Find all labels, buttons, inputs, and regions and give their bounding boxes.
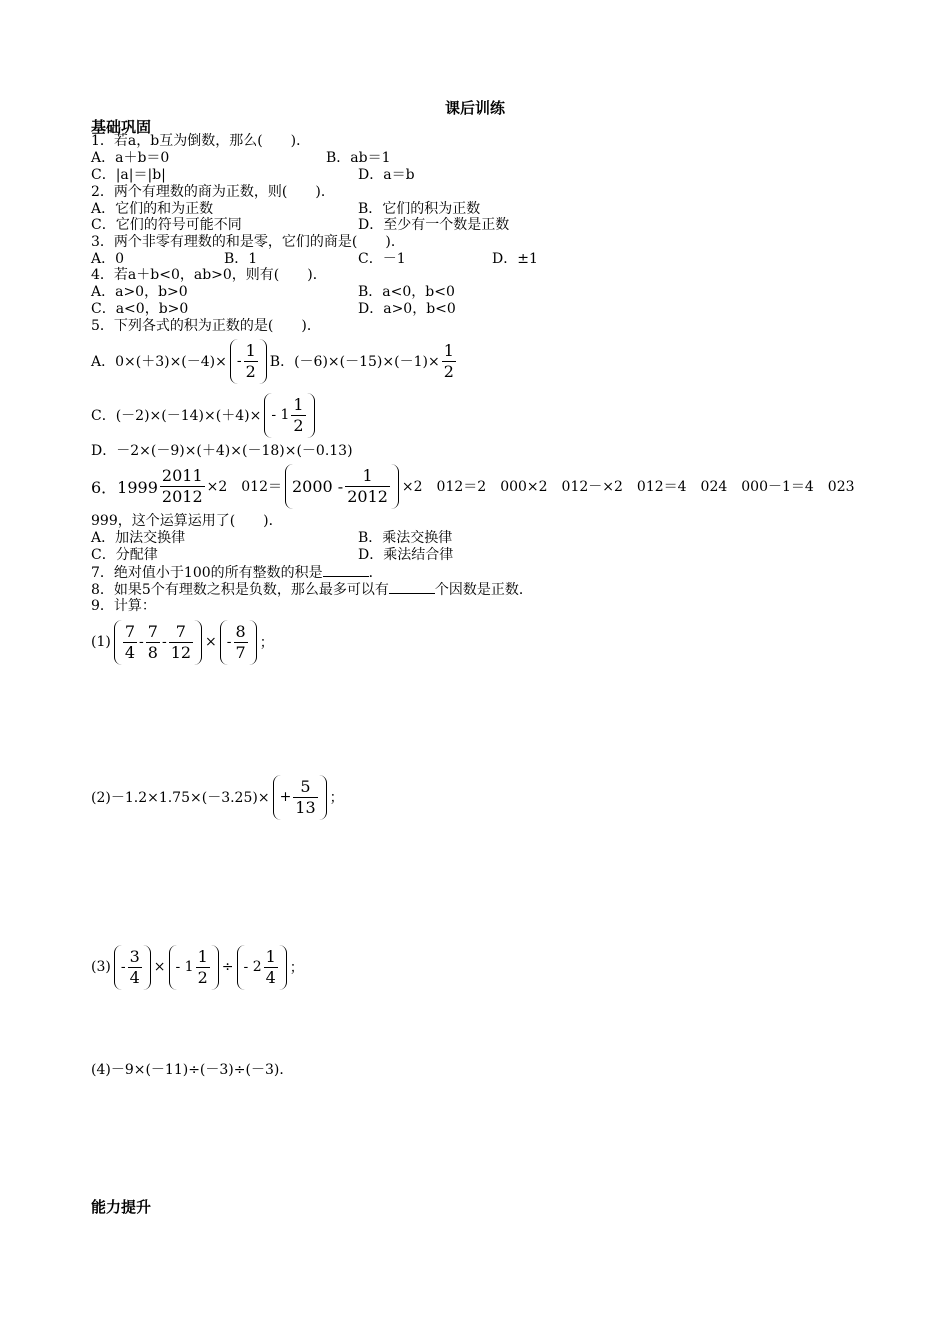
fraction-numerator: 7 [175,621,186,641]
mixed-number-whole: - 1 [175,959,194,975]
fraction-numerator: 1 [443,340,454,360]
q4-option-b: B．a<0，b<0 [358,284,455,300]
q7-answer-blank[interactable] [323,564,369,577]
q1-option-d: D．a＝b [358,167,415,183]
fraction-denominator: 2 [443,361,454,381]
q6-option-a: A．加法交换律 [91,530,186,546]
q6-fraction-2 [345,466,390,507]
q5-option-a-expr: A．0×(＋3)×(－4)× [91,354,227,370]
fraction-numerator: 8 [235,621,246,641]
q5-option-c-sign: - 1 [271,407,290,423]
q4-option-a: A．a>0，b>0 [91,284,188,300]
q9-3-fraction-b [196,947,210,988]
q9-3-fraction-c [264,947,278,988]
times-sign: × [153,959,166,975]
q5-option-d: D．－2×(－9)×(＋4)×(－18)×(－0.13) [91,443,353,459]
q8-answer-blank[interactable] [389,581,435,594]
q3-option-c: C．－1 [358,251,406,267]
q5-option-a-fraction [244,341,258,382]
fraction-numerator: 1 [293,394,304,414]
q9-3-paren-a [114,945,151,990]
section-advanced-heading: 能力提升 [91,1198,152,1216]
q5-option-a-sign: - [236,353,242,369]
q4-stem: 4．若a＋b<0，ab>0，则有( )． [91,267,327,283]
fraction-denominator: 2012 [161,486,203,506]
q9-2-paren [273,775,327,820]
q1-option-b: B．ab＝1 [326,150,391,166]
q7-end: ． [368,565,383,581]
q5-option-c-expr: C．(－2)×(－14)×(＋4)× [91,408,262,424]
fraction-numerator: 1 [265,946,276,966]
q5-option-b-expr: B．(－6)×(－15)×(－1)× [269,354,440,370]
q5-options-ab [91,338,458,384]
q9-2-label: (2)－1.2×1.75×(－3.25)× [91,790,270,806]
fraction-denominator: 4 [129,967,140,987]
fraction-denominator: 13 [295,797,316,817]
page-title: 课后训练 [444,99,505,117]
fraction-denominator: 7 [235,642,246,662]
q9-3-fraction-a [128,947,142,988]
q7-line [91,564,383,581]
q6-prefix: 6．1999 [91,477,158,497]
fraction-denominator: 12 [170,642,192,662]
mixed-number-whole: - 2 [243,959,262,975]
q5-option-c-fraction [291,395,305,436]
q6-option-b: B．乘法交换律 [358,530,453,546]
q9-stem: 9．计算： [91,598,156,614]
q9-1-label: (1) [91,634,111,650]
minus-sign: - [120,959,126,975]
q6-option-c: C．分配律 [91,547,158,563]
q3-option-d: D．±1 [492,251,538,267]
q8-line [91,581,533,598]
q6-continuation: 999，这个运算运用了( )． [91,513,283,529]
q9-1-paren-a [114,620,202,665]
fraction-numerator: 5 [300,776,311,796]
section-basic-heading: 基础巩固 [91,118,152,136]
minus-sign: - [161,634,167,650]
fraction-denominator: 2 [197,967,208,987]
q6-paren [285,464,399,509]
fraction-numerator: 7 [147,621,158,641]
q9-1-fraction-d [234,622,248,663]
q6-fraction-1 [160,466,205,507]
q9-1-paren-b [220,620,257,665]
q8-suffix: 个因数是正数． [434,582,533,598]
q6-rest: ×2 012＝2 000×2 012－×2 012＝4 024 000－1＝4 023 [401,479,855,495]
fraction-denominator: 2 [293,415,304,435]
q9-part-3 [91,943,304,991]
divide-sign: ÷ [221,959,234,975]
plus-sign: + [279,789,292,805]
fraction-denominator: 4 [124,642,136,662]
q3-option-a: A．0 [91,251,125,267]
times-sign: × [205,634,217,650]
fraction-denominator: 4 [265,967,276,987]
q6-expression [91,463,855,509]
q5-option-b-fraction [442,341,456,382]
q7-stem: 7．绝对值小于100的所有整数的积是 [91,565,323,581]
q2-option-c: C．它们的符号可能不同 [91,217,242,233]
fraction-numerator: 1 [362,465,373,485]
q8-prefix: 8．如果5个有理数之积是负数，那么最多可以有 [91,582,389,598]
q9-part-1 [91,618,274,666]
q9-part-2 [91,773,344,821]
q9-part-4: (4)－9×(－11)÷(－3)÷(－3)． [91,1062,294,1078]
fraction-numerator: 1 [197,946,208,966]
q2-option-d: D．至少有一个数是正数 [358,217,510,233]
q6-paren-prefix: 2000 - [291,476,344,496]
q3-stem: 3．两个非零有理数的和是零，它们的商是( )． [91,234,405,250]
q1-option-a: A．a＋b＝0 [91,150,170,166]
q9-3-paren-b [169,945,219,990]
q5-option-c [91,392,318,438]
q1-option-c: C．|a|＝|b| [91,167,166,183]
fraction-numerator: 3 [129,946,140,966]
q9-3-label: (3) [91,959,111,975]
q9-1-end: ； [259,635,274,651]
q9-1-fraction-a [123,622,137,663]
q2-option-a: A．它们的和为正数 [91,201,214,217]
fraction-denominator: 2 [245,361,256,381]
q9-2-fraction [293,777,317,818]
minus-sign: - [226,634,232,650]
minus-sign: - [139,634,144,650]
q9-3-paren-c [237,945,287,990]
q9-1-fraction-b [146,622,160,663]
fraction-numerator: 7 [124,621,136,641]
q5-option-a-paren [230,339,267,384]
q9-3-end: ； [289,960,304,976]
q9-1-fraction-c [169,622,193,663]
q3-option-b: B．1 [224,251,258,267]
fraction-numerator: 1 [245,340,256,360]
q5-stem: 5．下列各式的积为正数的是( )． [91,318,321,334]
fraction-denominator: 8 [147,642,158,662]
fraction-numerator: 2011 [161,465,203,485]
q4-option-c: C．a<0，b>0 [91,301,189,317]
q4-option-d: D．a>0，b<0 [358,301,456,317]
q1-stem: 1．若a，b互为倒数，那么( )． [91,133,311,149]
q2-option-b: B．它们的积为正数 [358,201,481,217]
q9-2-end: ； [329,790,344,806]
q5-option-c-paren [264,393,314,438]
q2-stem: 2．两个有理数的商为正数，则( )． [91,184,335,200]
q6-mid: ×2 012＝ [206,479,282,495]
fraction-denominator: 2012 [347,486,388,506]
q6-option-d: D．乘法结合律 [358,547,454,563]
